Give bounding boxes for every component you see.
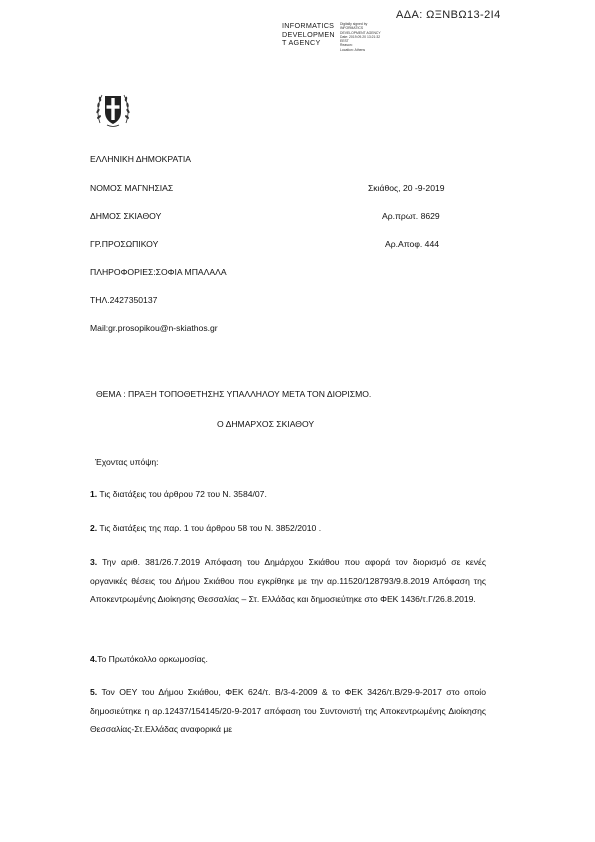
digital-signature-details [340,22,381,52]
signature-line: Location: Athens [340,47,366,52]
agency-line: T AGENCY [282,38,321,48]
decision-number: Αρ.Αποφ. 444 [385,239,440,249]
protocol-number: Αρ.πρωτ. 8629 [382,211,440,221]
ada-code: ΑΔΑ: ΩΞΝΒΩ13-2Ι4 [396,9,501,21]
list-item [90,519,486,538]
list-item [90,485,486,504]
document-date: Σκιάθος, 20 -9-2019 [368,183,445,193]
item-text: Την αριθ. 381/26.7.2019 Απόφαση του Δημάρχου Σκιάθου που αφορά τον διορισμό σε κενές οργανικές θέσεις του Δήμου Σκιάθου που εγκρίθηκε με την αρ.11520/128793/9.8.2019 Απόφαση της Αποκεντρωμένης Διοίκησης Θεσσαλίας – Στ. Ελλάδας και δημοσιεύτηκε στο ΦΕΚ 1436/τ.Γ/26.8.2019. [90,557,486,605]
header-republic: ΕΛΛΗΝΙΚΗ ΔΗΜΟΚΡΑΤΙΑ [90,154,191,164]
digital-signature-agency [282,22,335,48]
header-email: Mail:gr.prosopikou@n-skiathos.gr [90,323,218,333]
signature-line: DEVELOPMENT AGENCY [340,30,381,35]
item-number: 1. [90,489,98,499]
document-subject: ΘΕΜΑ : ΠΡΑΞΗ ΤΟΠΟΘΕΤΗΣΗΣ ΥΠΑΛΛΗΛΟΥ ΜΕΤΑ ΤΟΝ ΔΙΟΡΙΣΜΟ. [96,389,372,399]
signature-line: Digitally signed by [340,22,368,26]
signature-line: Reason: [340,43,353,48]
agency-line: DEVELOPMEN [282,29,335,39]
item-text: Τον ΟΕΥ του Δήμου Σκιάθου, ΦΕΚ 624/τ. Β/3-4-2009 & το ΦΕΚ 3426/τ.Β/29-9-2017 στο οποίο δημοσιεύτηκε η αρ.12437/154145/20-9-2017 απόφαση του Συντονιστή της Αποκεντρωμένης Διοίκησης Θεσσαλίας-Στ.Ελλάδας αναφορικά με [90,687,486,735]
header-municipality: ΔΗΜΟΣ ΣΚΙΑΘΟΥ [90,211,162,221]
list-item [90,650,486,669]
header-phone: ΤΗΛ.2427350137 [90,295,158,305]
item-number: 2. [90,523,98,533]
item-text: Τις διατάξεις της παρ. 1 του άρθρου 58 του Ν. 3852/2010 . [97,523,322,533]
having-regard: Έχοντας υπόψη: [95,457,159,467]
item-number: 3. [90,557,98,567]
agency-line: INFORMATICS [282,21,335,30]
list-item [90,553,486,609]
list-item [90,683,486,739]
signature-line: Date: 2019.09.20 13:21:32 [340,34,381,39]
item-text: Τις διατάξεις του άρθρου 72 του Ν. 3584/07. [97,489,267,499]
greek-coat-of-arms-icon [94,87,132,129]
item-number: 5. [90,687,98,697]
header-prefecture: ΝΟΜΟΣ ΜΑΓΝΗΣΙΑΣ [90,183,174,193]
item-text: Το Πρωτόκολλο ορκωμοσίας. [97,654,208,664]
header-contact-person: ΠΛΗΡΟΦΟΡΙΕΣ:ΣΟΦΙΑ ΜΠΑΛΑΛΑ [90,267,227,277]
mayor-heading: Ο ΔΗΜΑΡΧΟΣ ΣΚΙΑΘΟΥ [217,419,315,429]
signature-line: EEST [340,39,349,44]
item-number: 4. [90,654,98,664]
header-department: ΓΡ.ΠΡΟΣΩΠΙΚΟΥ [90,239,159,249]
signature-line: INFORMATICS [340,26,364,31]
